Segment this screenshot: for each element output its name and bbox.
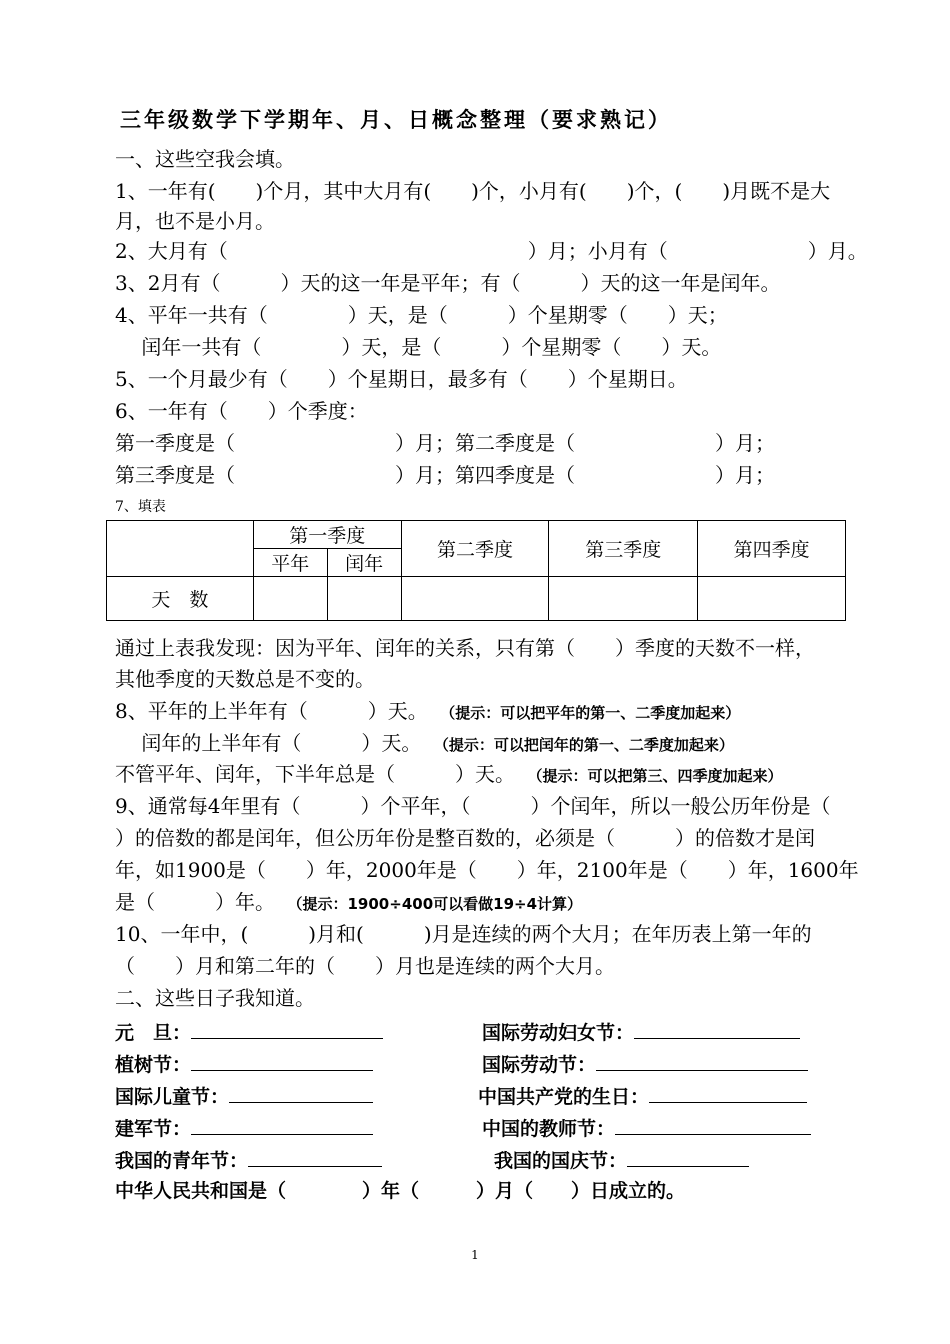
festival-youth-blank[interactable] xyxy=(248,1146,382,1167)
section-fill-blanks: 一、这些空我会填。 xyxy=(115,147,295,171)
festival-newyear-label: 元 旦： xyxy=(115,1022,192,1044)
table-corner-cell xyxy=(107,521,254,577)
question-6: 6、一年有（ ）个季度： xyxy=(115,399,368,423)
question-5: 5、一个月最少有（ ）个星期日，最多有（ ）个星期日。 xyxy=(115,367,688,391)
question-9-line2: ）的倍数的都是闰年，但公历年份是整百数的，必须是（ ）的倍数才是闰 xyxy=(115,826,815,850)
festival-children-label: 国际儿童节： xyxy=(115,1086,230,1108)
festival-labor xyxy=(482,1050,808,1078)
question-9-text4: 是（ ）年。 xyxy=(115,890,275,914)
festival-national-blank[interactable] xyxy=(627,1146,749,1167)
festival-army-label: 建军节： xyxy=(115,1118,192,1140)
festival-youth-label: 我国的青年节： xyxy=(115,1150,249,1172)
question-6-line1: 第一季度是（ ）月；第二季度是（ ）月； xyxy=(115,431,775,455)
founding-question: 中华人民共和国是（ ）年（ ）月（ ）日成立的。 xyxy=(115,1180,686,1202)
question-8-hint1: （提示：可以把平年的第一、二季度加起来） xyxy=(447,704,741,722)
festival-women xyxy=(482,1018,800,1046)
question-9-hint: （提示：1900÷400可以看做19÷4计算） xyxy=(295,895,583,913)
question-8-text2: 闰年的上半年有（ ）天。 xyxy=(115,731,422,755)
festival-national-label: 我国的国庆节： xyxy=(494,1150,628,1172)
question-10-line1: 10、一年中，( )月和( )月是连续的两个大月；在年历表上第一年的 xyxy=(115,922,812,946)
festival-women-label: 国际劳动妇女节： xyxy=(482,1022,635,1044)
festival-children xyxy=(115,1082,373,1110)
question-9-line1: 9、通常每4年里有（ ）个平年，（ ）个闰年，所以一般公历年份是（ xyxy=(115,794,831,818)
question-4-line1: 4、平年一共有（ ）天，是（ ）个星期零（ ）天； xyxy=(115,303,728,327)
table-header-q2: 第二季度 xyxy=(401,521,549,577)
festival-children-blank[interactable] xyxy=(229,1082,373,1103)
question-8-line2 xyxy=(115,730,734,758)
festival-women-blank[interactable] xyxy=(634,1018,800,1039)
season-days-table xyxy=(106,520,846,621)
page-title: 三年级数学下学期年、月、日概念整理（要求熟记） xyxy=(120,108,672,132)
question-10-line2: （ ）月和第二年的（ ）月也是连续的两个大月。 xyxy=(115,954,615,978)
festival-newyear xyxy=(115,1018,383,1046)
table-header-q1: 第一季度 xyxy=(253,521,401,549)
festival-party xyxy=(478,1082,807,1110)
question-8-hint3: （提示：可以把第三、四季度加起来） xyxy=(535,767,783,785)
festival-teacher xyxy=(482,1114,811,1142)
festival-party-blank[interactable] xyxy=(649,1082,807,1103)
question-9-line4 xyxy=(115,889,582,917)
table-header-leap-year: 闰年 xyxy=(327,549,401,577)
festival-newyear-blank[interactable] xyxy=(191,1018,383,1039)
question-8-text1: 8、平年的上半年有（ ）天。 xyxy=(115,699,428,723)
festival-teacher-blank[interactable] xyxy=(615,1114,811,1135)
table-cell-normal[interactable] xyxy=(253,577,327,621)
question-6-line2: 第三季度是（ ）月；第四季度是（ ）月； xyxy=(115,463,775,487)
table-cell-q2[interactable] xyxy=(401,577,549,621)
festival-labor-blank[interactable] xyxy=(596,1050,808,1071)
festival-national xyxy=(494,1146,749,1174)
festival-teacher-label: 中国的教师节： xyxy=(482,1118,616,1140)
table-row-label-days: 天 数 xyxy=(107,577,254,621)
question-1-line2: 月，也不是小月。 xyxy=(115,209,275,233)
table-header-q3: 第三季度 xyxy=(549,521,698,577)
question-2: 2、大月有（ ）月；小月有（ ）月。 xyxy=(115,239,868,263)
table-header-q4: 第四季度 xyxy=(698,521,846,577)
question-7-label: 7、填表 xyxy=(115,499,166,515)
section-festivals: 二、这些日子我知道。 xyxy=(115,986,315,1010)
question-8-line1 xyxy=(115,698,740,726)
question-3: 3、2月有（ ）天的这一年是平年；有（ ）天的这一年是闰年。 xyxy=(115,271,781,295)
finding-line1: 通过上表我发现：因为平年、闰年的关系，只有第（ ）季度的天数不一样， xyxy=(115,636,815,660)
question-9-line3: 年，如1900是（ ）年，2000年是（ ）年，2100年是（ ）年，1600年 xyxy=(115,858,859,882)
festival-tree-blank[interactable] xyxy=(191,1050,373,1071)
table-cell-leap[interactable] xyxy=(327,577,401,621)
festival-party-label: 中国共产党的生日： xyxy=(478,1086,650,1108)
table-cell-q4[interactable] xyxy=(698,577,846,621)
question-8-line3 xyxy=(115,761,783,789)
page-number: 1 xyxy=(471,1248,479,1262)
table-cell-q3[interactable] xyxy=(549,577,698,621)
finding-line2: 其他季度的天数总是不变的。 xyxy=(115,667,375,691)
question-8-text3: 不管平年、闰年，下半年总是（ ）天。 xyxy=(115,762,515,786)
question-4-line2: 闰年一共有（ ）天，是（ ）个星期零（ ）天。 xyxy=(115,335,722,359)
festival-tree xyxy=(115,1050,373,1078)
question-8-hint2: （提示：可以把闰年的第一、二季度加起来） xyxy=(441,736,734,754)
festival-army xyxy=(115,1114,373,1142)
festival-labor-label: 国际劳动节： xyxy=(482,1054,597,1076)
festival-tree-label: 植树节： xyxy=(115,1054,192,1076)
festival-army-blank[interactable] xyxy=(191,1114,373,1135)
festival-youth xyxy=(115,1146,382,1174)
table-header-normal-year: 平年 xyxy=(253,549,327,577)
question-1-line1: 1、一年有( )个月，其中大月有( )个，小月有( )个，( )月既不是大 xyxy=(115,179,831,203)
